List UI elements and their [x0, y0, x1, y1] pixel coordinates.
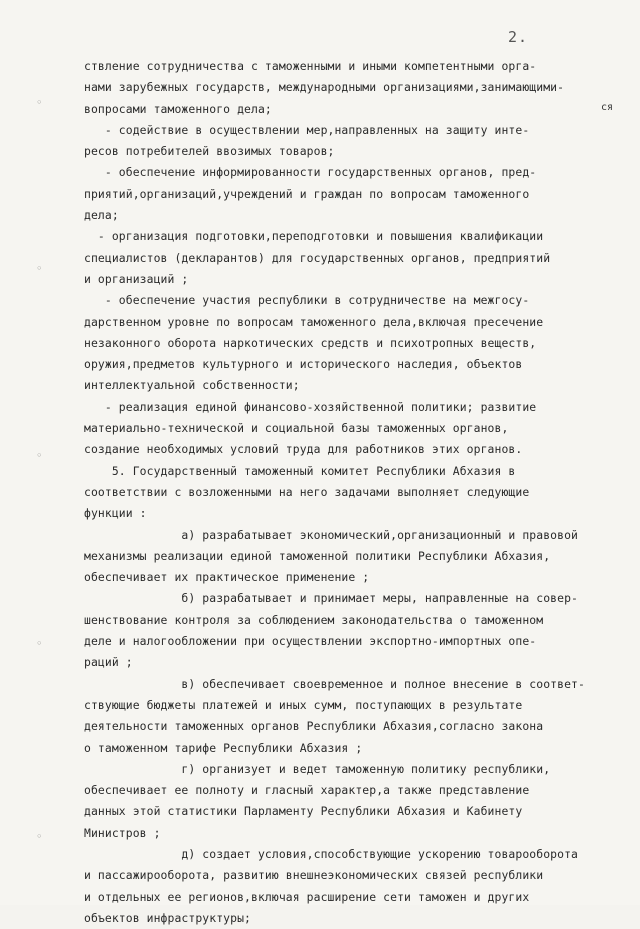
text-line: соответствии с возложенными на него задачами выполняет следующие [84, 484, 530, 499]
margin-mark: ◦ [36, 262, 43, 275]
text-line: - организация подготовки,переподготовки и повышения квалификации [84, 229, 544, 244]
text-line: б) разрабатывает и принимает меры, направленные на совер- [84, 591, 578, 606]
text-line: Министров ; [84, 825, 161, 840]
text-line: вопросами таможенного дела; [84, 101, 272, 116]
text-line: - содействие в осуществлении мер,направленных на защиту инте- [84, 122, 530, 137]
text-line: - реализация единой финансово-хозяйственной политики; развитие [84, 399, 537, 414]
text-line: о таможенном тарифе Республики Абхазия ; [84, 740, 363, 755]
text-line: обеспечивает их практическое применение ; [84, 570, 370, 585]
text-line: интеллектуальной собственности; [84, 378, 300, 393]
text-line: в) обеспечивает своевременное и полное внесение в соответ- [84, 676, 585, 691]
text-line: данных этой статистики Парламенту Республики Абхазия и Кабинету [84, 804, 523, 819]
text-line: ресов потребителей ввозимых товаров; [84, 144, 335, 159]
text-line: дарственном уровне по вопросам таможенного дела,включая пресечение [84, 314, 544, 329]
document-body [84, 56, 618, 929]
text-line: д) создает условия,способствующие ускорению товарооборота [84, 846, 578, 861]
text-line: деятельности таможенных органов Республики Абхазия,согласно закона [84, 719, 544, 734]
text-line: г) организует и ведет таможенную политику республики, [84, 761, 551, 776]
text-line: и отдельных ее регионов,включая расширение сети таможен и других [84, 889, 530, 904]
margin-mark: ◦ [36, 637, 43, 650]
text-line: деле и налогообложении при осуществлении экспортно-импортных опе- [84, 634, 537, 649]
text-line: ствующие бюджеты платежей и иных сумм, поступающих в результате [84, 697, 523, 712]
text-line: приятий,организаций,учреждений и граждан по вопросам таможенного [84, 186, 530, 201]
text-line: и пассажирооборота, развитию внешнеэкономических связей республики [84, 868, 544, 883]
text-line: функции : [84, 506, 147, 521]
text-line: оружия,предметов культурного и исторического наследия, объектов [84, 357, 523, 372]
text-line: раций ; [84, 655, 133, 670]
text-line: а) разрабатывает экономический,организационный и правовой [84, 527, 578, 542]
text-line: нами зарубежных государств, международными организациями,занимающими- [84, 80, 565, 95]
text-line: - обеспечение участия республики в сотрудничестве на межгосу- [84, 293, 530, 308]
text-line: материально-технической и социальной базы таможенных органов, [84, 421, 509, 436]
margin-mark: ◦ [36, 830, 43, 843]
text-line: и организаций ; [84, 271, 189, 286]
line-continuation: ся [601, 102, 614, 113]
text-line: шенствование контроля за соблюдением законодательства о таможенном [84, 612, 544, 627]
text-line: незаконного оборота наркотических средств и психотропных веществ, [84, 335, 537, 350]
text-line: - обеспечение информированности государственных органов, пред- [84, 165, 537, 180]
text-line: создание необходимых условий труда для работников этих органов. [84, 442, 523, 457]
text-line: 5. Государственный таможенный комитет Республики Абхазия в [84, 463, 516, 478]
page-number: 2. [508, 28, 529, 46]
text-line: обеспечивает ее полноту и гласный характер,а также представление [84, 783, 530, 798]
text-line: дела; [84, 208, 119, 223]
text-line: ствление сотрудничества с таможенными и иными компетентными орга- [84, 59, 537, 73]
margin-mark: ◦ [36, 96, 43, 109]
text-line: специалистов (декларантов) для государственных органов, предприятий [84, 250, 551, 265]
text-line: механизмы реализации единой таможенной политики Республики Абхазия, [84, 548, 551, 563]
margin-mark: ◦ [36, 449, 43, 462]
text-line: объектов инфраструктуры; [84, 910, 251, 925]
